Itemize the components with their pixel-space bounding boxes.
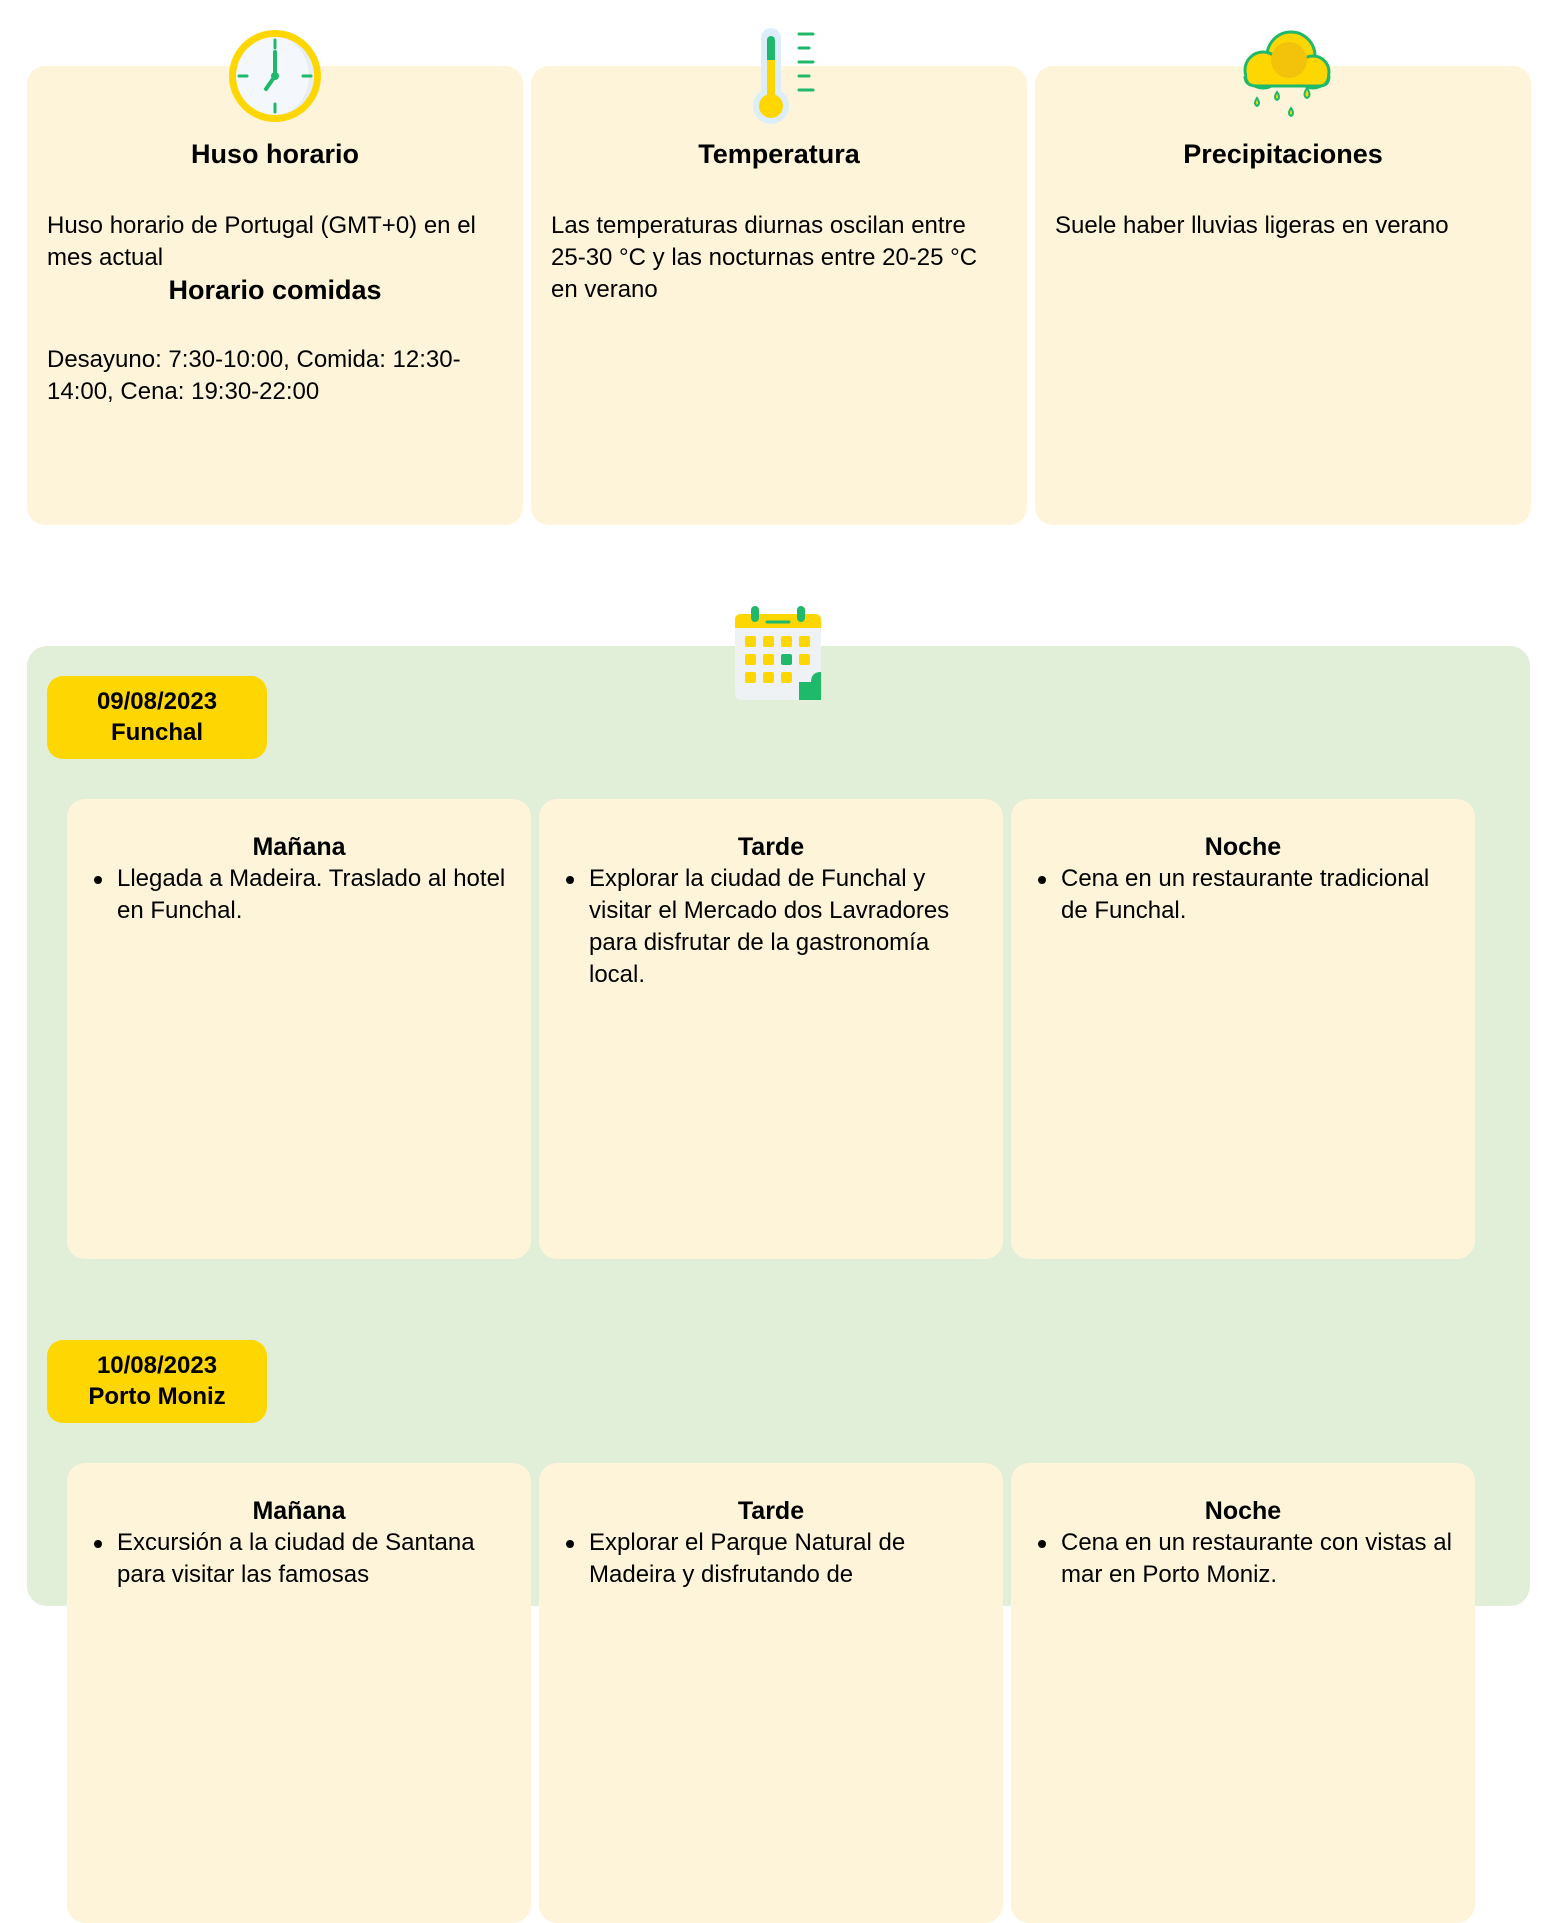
day-2	[47, 1340, 1477, 1923]
morning-slot	[67, 799, 531, 1259]
precipitation-card	[1035, 66, 1531, 525]
precipitation-title: Precipitaciones	[1183, 139, 1383, 169]
thermometer-icon	[729, 26, 829, 126]
day-slots	[67, 799, 1477, 1259]
timezone-title: Huso horario	[190, 139, 359, 169]
list-item: Cena en un restaurante tradicional de Funchal.	[1033, 863, 1453, 927]
timezone-card	[27, 66, 523, 525]
day-1	[47, 676, 1477, 1259]
rain-cloud-icon	[1233, 26, 1333, 126]
day-badge	[47, 1340, 267, 1423]
day-place: Funchal	[110, 719, 203, 746]
night-slot	[1011, 799, 1475, 1259]
meal-times-text: Desayuno: 7:30-10:00, Comida: 12:30-14:00, Cena: 19:30-22:00	[47, 346, 461, 405]
day-slots	[67, 1463, 1477, 1923]
list-item: Cena en un restaurante con vistas al mar en Porto Moniz.	[1033, 1527, 1453, 1591]
list-item: Llegada a Madeira. Traslado al hotel en Funchal.	[89, 863, 509, 927]
slot-title: Mañana	[252, 833, 346, 861]
precipitation-text: Suele haber lluvias ligeras en verano	[1055, 212, 1449, 239]
slot-title: Tarde	[737, 1497, 805, 1525]
timezone-text: Huso horario de Portugal (GMT+0) en el mes actual	[47, 212, 476, 271]
meal-times-title: Horario comidas	[168, 275, 382, 305]
day-badge	[47, 676, 267, 759]
itinerary-panel	[27, 646, 1530, 1606]
slot-title: Noche	[1204, 833, 1282, 861]
list-item: Explorar el Parque Natural de Madeira y disfrutando de	[561, 1527, 981, 1591]
day-date: 10/08/2023	[96, 1352, 218, 1379]
temperature-title: Temperatura	[698, 139, 860, 169]
afternoon-slot	[539, 799, 1003, 1259]
day-date: 09/08/2023	[96, 688, 218, 715]
info-cards	[27, 66, 1531, 525]
slot-title: Mañana	[252, 1497, 346, 1525]
temperature-text: Las temperaturas diurnas oscilan entre 25-30 °C y las nocturnas entre 20-25 °C en verano	[551, 212, 978, 303]
clock-icon	[225, 26, 325, 126]
morning-slot	[67, 1463, 531, 1923]
list-item: Excursión a la ciudad de Santana para visitar las famosas	[89, 1527, 509, 1591]
temperature-card	[531, 66, 1027, 525]
slot-title: Tarde	[737, 833, 805, 861]
night-slot	[1011, 1463, 1475, 1923]
afternoon-slot	[539, 1463, 1003, 1923]
list-item: Explorar la ciudad de Funchal y visitar el Mercado dos Lavradores para disfrutar de la gastronomía local.	[561, 863, 981, 991]
day-place: Porto Moniz	[88, 1383, 226, 1410]
slot-title: Noche	[1204, 1497, 1282, 1525]
